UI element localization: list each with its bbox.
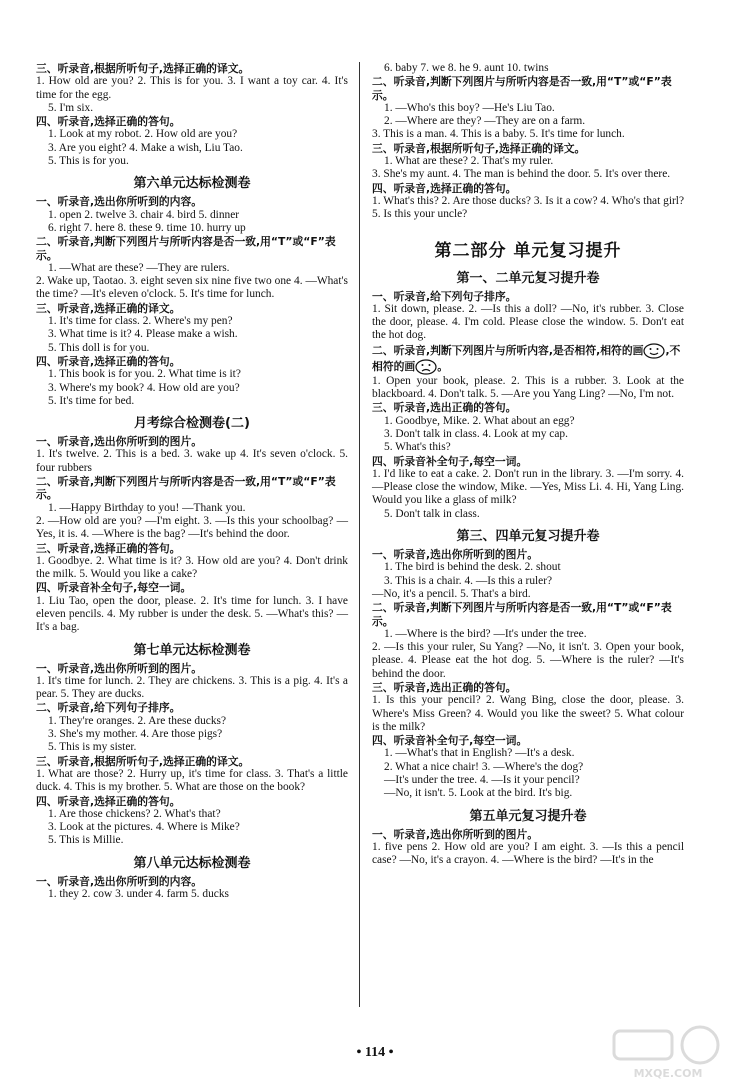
answer-line: —No, it isn't. 5. Look at the bird. It's big. xyxy=(384,787,573,800)
question-heading: 四、听录音,选择正确的答句。 xyxy=(36,354,181,368)
answer-line: 1. five pens 2. How old are you? I am eight. 3. —Is this a pencil case? —No, it's a crayon. 4. —Where is the bird? —It's in the xyxy=(372,840,684,867)
question-heading: 二、听录音,判断下列图片与所听内容是否一致,用“T”或“F”表示。 xyxy=(36,475,336,502)
question-heading: 一、听录音,选出你所听到的内容。 xyxy=(36,874,203,888)
question-heading: 四、听录音,选择正确的答句。 xyxy=(36,794,181,808)
answer-line: 3. Where's my book? 4. How old are you? xyxy=(48,381,240,394)
question-heading: 四、听录音补全句子,每空一词。 xyxy=(372,454,528,468)
answer-line: 1. —Who's this boy? —He's Liu Tao. xyxy=(384,101,555,114)
question-heading: 三、听录音,根据所听句子,选择正确的译文。 xyxy=(372,141,586,155)
answer-line: 1. How old are you? 2. This is for you. 3. I want a toy car. 4. It's time for the egg. xyxy=(36,75,348,101)
answer-line: 1. It's twelve. 2. This is a bed. 3. wake up 4. It's seven o'clock. 5. four rubbers xyxy=(36,448,348,474)
question-heading: 二、听录音,判断下列图片与所听内容是否一致,用“T”或“F”表示。 xyxy=(372,75,672,102)
question-heading: 一、听录音,选出你所听到的图片。 xyxy=(372,827,539,841)
question-heading: 四、听录音补全句子,每空一词。 xyxy=(36,581,192,595)
section-title: 第三、四单元复习提升卷 xyxy=(456,529,600,545)
answer-line: 1. This book is for you. 2. What time is it? xyxy=(48,368,241,381)
question-heading: 四、听录音补全句子,每空一词。 xyxy=(372,734,528,748)
answer-line: 1. I'd like to eat a cake. 2. Don't run in the library. 3. —I'm sorry. 4. —Please close the window, Mike. —Yes, Miss Li. 4. Hi, Yang Ling. Would you like a glass of milk? xyxy=(372,467,684,507)
question-heading: 二、听录音,判断下列图片与所听内容,是否相符,相符的画 ,不相符的画 。 xyxy=(372,343,681,373)
answer-line: 1. Open your book, please. 2. This is a rubber. 3. Look at the blackboard. 4. Don't talk. 5. —Are you Yang Ling? —No, I'm not. xyxy=(372,374,684,401)
answer-line: 5. This is Millie. xyxy=(48,834,124,847)
answer-line: —No, it's a pencil. 5. That's a bird. xyxy=(372,587,531,600)
question-heading: 一、听录音,给下列句子排序。 xyxy=(372,289,517,303)
part-title: 第二部分 单元复习提升 xyxy=(434,240,622,261)
answer-line: —It's under the tree. 4. —Is it your pencil? xyxy=(384,774,580,787)
answer-line: 1. Sit down, please. 2. —Is this a doll? —No, it's rubber. 3. Close the door, please. 4. I'm cold. Please close the window. 5. Don't eat the hot dog. xyxy=(372,302,684,342)
column-divider xyxy=(359,62,360,1007)
answer-line: 1. Goodbye, Mike. 2. What about an egg? xyxy=(384,414,575,427)
sad-face-icon xyxy=(415,359,437,375)
question-heading: 三、听录音,根据所听句子,选择正确的译文。 xyxy=(36,754,250,768)
svg-text:MXQE.COM: MXQE.COM xyxy=(633,1067,703,1080)
question-heading: 一、听录音,选出你所听到的图片。 xyxy=(372,548,539,562)
question-heading: 一、听录音,选出你所听到的图片。 xyxy=(36,435,203,449)
answer-line: 2. —Is this your ruler, Su Yang? —No, it isn't. 3. Open your book, please. 4. Please eat the hot dog. 5. —Where is the ruler? —It's behind the door. xyxy=(372,641,684,680)
question-heading: 二、听录音,判断下列图片与所听内容是否一致,用“T”或“F”表示。 xyxy=(36,235,336,262)
question-heading: 三、听录音,选择正确的答句。 xyxy=(36,541,181,555)
answer-line: 1. Are those chickens? 2. What's that? xyxy=(48,807,221,820)
answer-line: 3. What time is it? 4. Please make a wish. xyxy=(48,328,238,341)
answer-line: 3. She's my mother. 4. Are those pigs? xyxy=(48,728,223,741)
answer-line: 1. —What's that in English? —It's a desk. xyxy=(384,747,575,760)
answer-line: 5. I'm six. xyxy=(48,101,94,114)
question-heading: 四、听录音,选择正确的答句。 xyxy=(372,181,517,195)
answer-line: 3. She's my aunt. 4. The man is behind the door. 5. It's over there. xyxy=(372,168,671,181)
answer-line: 5. Don't talk in class. xyxy=(384,507,480,520)
answer-line: 1. —Happy Birthday to you! —Thank you. xyxy=(48,501,246,514)
question-heading: 一、听录音,选出你所听到的内容。 xyxy=(36,195,203,209)
left-column xyxy=(36,62,348,901)
question-heading: 四、听录音,选择正确的答句。 xyxy=(36,115,181,129)
answer-line: 1. they 2. cow 3. under 4. farm 5. ducks xyxy=(48,888,229,901)
section-title: 第六单元达标检测卷 xyxy=(133,176,251,192)
answer-line: 1. Look at my robot. 2. How old are you? xyxy=(48,128,238,141)
answer-line: 1. What are these? 2. That's my ruler. xyxy=(384,155,554,168)
answer-line: 3. This is a chair. 4. —Is this a ruler? xyxy=(384,574,553,587)
answer-line: 1. Goodbye. 2. What time is it? 3. How old are you? 4. Don't drink the milk. 5. Would you like a cake? xyxy=(36,554,348,581)
answer-line: 3. Look at the pictures. 4. Where is Mike? xyxy=(48,821,240,834)
answer-line: 5. It's time for bed. xyxy=(48,394,135,407)
right-column xyxy=(372,62,684,868)
question-heading: 三、听录音,选出正确的答句。 xyxy=(372,680,517,694)
answer-line: 1. It's time for lunch. 2. They are chickens. 3. This is a pig. 4. It's a pear. 5. They are ducks. xyxy=(36,674,348,701)
answer-line: 1. What are those? 2. Hurry up, it's time for class. 3. That's a little duck. 4. This is my brother. 5. What are those on the book? xyxy=(36,767,348,794)
answer-line: 1. —Where is the bird? —It's under the tree. xyxy=(384,627,587,640)
answer-line: 3. Don't talk in class. 4. Look at my cap. xyxy=(384,427,568,440)
answer-line: 1. Liu Tao, open the door, please. 2. It's time for lunch. 3. I have eleven pencils. 4. My rubber is under the desk. 5. —What's this? —It's a bag. xyxy=(36,594,348,634)
answer-line: 2. What a nice chair! 3. —Where's the dog? xyxy=(384,760,584,773)
question-heading: 三、听录音,选择正确的译文。 xyxy=(36,301,181,315)
answer-line: 3. This is a man. 4. This is a baby. 5. It's time for lunch. xyxy=(372,128,625,141)
answer-line: 5. What's this? xyxy=(384,441,451,454)
answer-line: 1. Is this your pencil? 2. Wang Bing, close the door, please. 3. Where's Miss Green? 4. Would you like the sweet? 5. What colour is the milk? xyxy=(372,694,684,733)
answer-line: 5. This doll is for you. xyxy=(48,341,150,354)
section-title: 第五单元复习提升卷 xyxy=(469,808,587,824)
answer-line: 1. What's this? 2. Are those ducks? 3. Is it a cow? 4. Who's that girl? 5. Is this your uncle? xyxy=(372,194,684,221)
answer-line: 2. Wake up, Taotao. 3. eight seven six nine five two one 4. —What's the time? —It's eleven o'clock. 5. It's time for lunch. xyxy=(36,275,348,301)
question-heading: 三、听录音,选出正确的答句。 xyxy=(372,401,517,415)
question-heading: 二、听录音,给下列句子排序。 xyxy=(36,701,181,715)
answer-line: 5. This is my sister. xyxy=(48,741,137,754)
answer-line: 2. —How old are you? —I'm eight. 3. —Is this your schoolbag? —Yes, it is. 4. —Where is the bag? —It's behind the door. xyxy=(36,514,348,541)
section-title: 月考综合检测卷(二) xyxy=(134,416,250,432)
answer-line: 1. —What are these? —They are rulers. xyxy=(48,261,230,274)
watermark-logo xyxy=(608,1021,728,1083)
answer-line: 6. baby 7. we 8. he 9. aunt 10. twins xyxy=(384,62,549,74)
answer-line: 2. —Where are they? —They are on a farm. xyxy=(384,115,586,128)
answer-line: 1. The bird is behind the desk. 2. shout xyxy=(384,561,561,574)
question-heading: 三、听录音,根据所听句子,选择正确的译文。 xyxy=(36,62,250,75)
answer-line: 1. It's time for class. 2. Where's my pen? xyxy=(48,315,233,328)
answer-line: 6. right 7. here 8. these 9. time 10. hurry up xyxy=(48,221,246,234)
answer-line: 1. They're oranges. 2. Are these ducks? xyxy=(48,714,227,727)
answer-line: 1. open 2. twelve 3. chair 4. bird 5. dinner xyxy=(48,208,240,221)
section-title: 第一、二单元复习提升卷 xyxy=(456,270,600,286)
smiley-face-icon xyxy=(643,343,665,359)
answer-line: 5. This is for you. xyxy=(48,155,129,168)
section-title: 第八单元达标检测卷 xyxy=(133,855,251,871)
question-heading: 一、听录音,选出你所听到的图片。 xyxy=(36,661,203,675)
answer-line: 3. Are you eight? 4. Make a wish, Liu Tao. xyxy=(48,141,243,154)
section-title: 第七单元达标检测卷 xyxy=(133,642,251,658)
page-number: • 114 • xyxy=(356,1045,394,1060)
question-heading: 二、听录音,判断下列图片与所听内容是否一致,用“T”或“F”表示。 xyxy=(372,601,672,628)
